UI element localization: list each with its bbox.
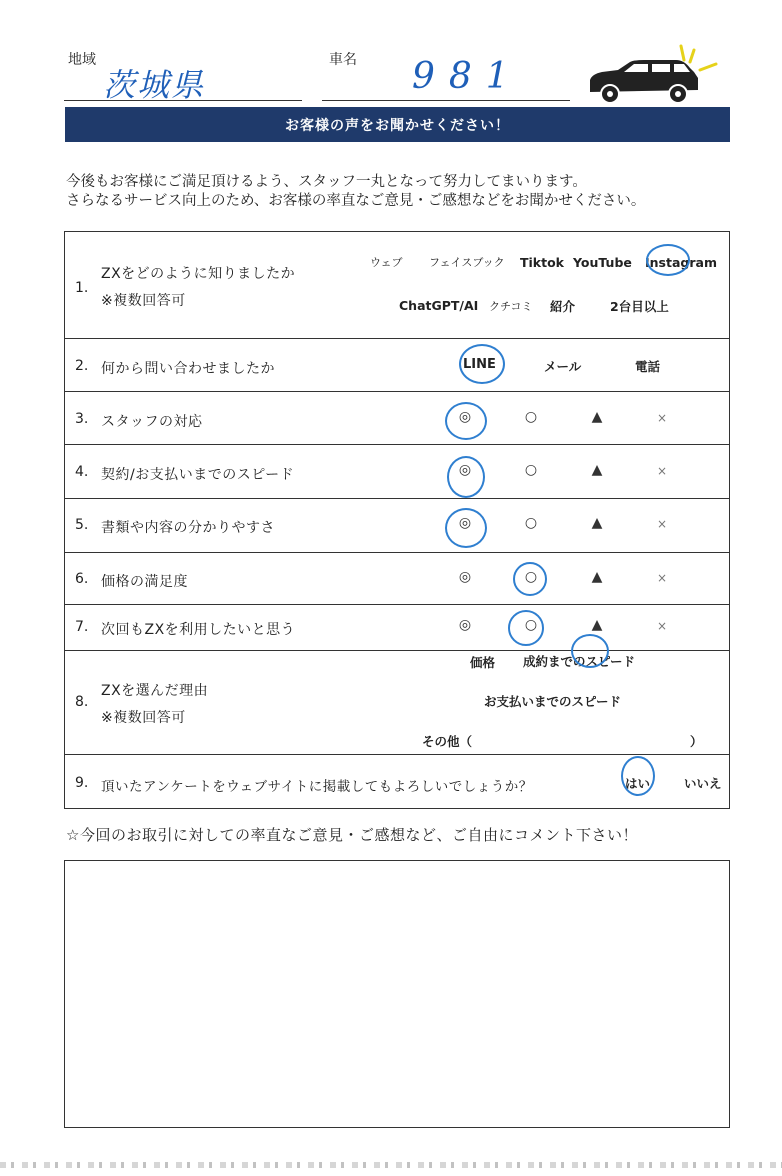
- pen-circle-q9: [621, 756, 655, 796]
- pen-circle-q4: [447, 456, 485, 498]
- rating-good[interactable]: ○: [524, 462, 538, 478]
- question-8-number: 8.: [75, 694, 89, 710]
- question-7-text: 次回もZXを利用したいと思う: [101, 622, 296, 638]
- row-divider: [65, 444, 729, 445]
- other-close: ）: [690, 734, 703, 749]
- option-price[interactable]: 価格: [470, 655, 496, 670]
- pen-circle-line: [459, 344, 505, 384]
- row-divider: [65, 604, 729, 605]
- option-tiktok[interactable]: Tiktok: [520, 255, 565, 270]
- car-underline: [322, 100, 570, 101]
- option-web[interactable]: ウェブ: [370, 256, 403, 269]
- survey-table: [64, 231, 730, 809]
- question-4-number: 4.: [75, 464, 89, 480]
- intro-line-2: さらなるサービス向上のため、お客様の率直なご意見・ご感想などをお聞かせください。: [66, 193, 646, 209]
- row-divider: [65, 552, 729, 553]
- question-1-text: ZXをどのように知りましたか: [101, 266, 296, 282]
- pen-circle-instagram: [646, 244, 690, 276]
- option-referral[interactable]: 紹介: [550, 299, 576, 314]
- pen-circle-q7: [508, 610, 544, 646]
- option-line[interactable]: LINE: [463, 357, 496, 372]
- question-5-text: 書類や内容の分かりやすさ: [101, 520, 275, 536]
- question-7-number: 7.: [75, 619, 89, 635]
- option-instagram[interactable]: Instagram: [645, 255, 717, 270]
- option-kuchikomi[interactable]: クチコミ: [489, 300, 533, 313]
- question-9-text: 頂いたアンケートをウェブサイトに掲載してもよろしいでしょうか？: [101, 779, 533, 795]
- rating-excellent[interactable]: ◎: [458, 409, 472, 425]
- question-1-number: 1.: [75, 280, 89, 296]
- other-label: その他（: [422, 734, 473, 749]
- rating-excellent[interactable]: ◎: [458, 462, 472, 478]
- option-youtube[interactable]: YouTube: [573, 255, 632, 270]
- rating-good[interactable]: ○: [524, 569, 538, 585]
- option-yes[interactable]: はい: [625, 776, 651, 791]
- car-label: 車名: [329, 52, 357, 68]
- option-payment-speed[interactable]: お支払いまでのスピード: [484, 694, 622, 709]
- row-divider: [65, 338, 729, 339]
- scan-edge: [0, 1162, 782, 1168]
- rating-good[interactable]: ○: [524, 617, 538, 633]
- rating-poor[interactable]: ×: [656, 517, 668, 531]
- rating-fair[interactable]: ▲: [591, 462, 603, 478]
- row-divider: [65, 498, 729, 499]
- rating-poor[interactable]: ×: [656, 619, 668, 633]
- question-3-text: スタッフの対応: [101, 414, 203, 430]
- comment-box[interactable]: [64, 860, 730, 1128]
- question-3-number: 3.: [75, 411, 89, 427]
- car-icon: [586, 40, 726, 106]
- row-divider: [65, 391, 729, 392]
- rating-poor[interactable]: ×: [656, 571, 668, 585]
- question-6-text: 価格の満足度: [101, 574, 188, 590]
- row-divider: [65, 650, 729, 651]
- rating-fair[interactable]: ▲: [591, 409, 603, 425]
- question-2-text: 何から問い合わせましたか: [101, 361, 275, 377]
- row-divider: [65, 754, 729, 755]
- rating-excellent[interactable]: ◎: [458, 515, 472, 531]
- rating-good[interactable]: ○: [524, 409, 538, 425]
- option-no[interactable]: いいえ: [684, 776, 722, 791]
- question-5-number: 5.: [75, 517, 89, 533]
- region-label: 地域: [68, 52, 96, 68]
- title-banner: お客様の声をお聞かせください！: [65, 107, 730, 142]
- rating-poor[interactable]: ×: [656, 411, 668, 425]
- intro-line-1: 今後もお客様にご満足頂けるよう、スタッフ一丸となって努力してまいります。: [66, 174, 587, 190]
- option-second-car[interactable]: 2台目以上: [610, 299, 669, 314]
- question-2-number: 2.: [75, 358, 89, 374]
- pen-circle-q3: [445, 402, 487, 440]
- comment-heading: ☆今回のお取引に対しての率直なご意見・ご感想など、ご自由にコメント下さい！: [66, 826, 638, 844]
- question-4-text: 契約/お支払いまでのスピード: [101, 467, 295, 483]
- region-underline: [64, 100, 302, 101]
- question-9-number: 9.: [75, 775, 89, 791]
- rating-good[interactable]: ○: [524, 515, 538, 531]
- pen-circle-q5: [445, 508, 487, 548]
- option-phone[interactable]: 電話: [635, 359, 661, 374]
- pen-circle-q6: [513, 562, 547, 596]
- rating-fair[interactable]: ▲: [591, 569, 603, 585]
- option-facebook[interactable]: フェイスブック: [429, 256, 505, 269]
- question-1-note: ※複数回答可: [101, 293, 186, 309]
- option-contract-speed[interactable]: 成約までのスピード: [523, 654, 636, 669]
- question-8-note: ※複数回答可: [101, 710, 186, 726]
- option-chatgpt[interactable]: ChatGPT/AI: [399, 298, 479, 313]
- option-mail[interactable]: メール: [544, 359, 582, 374]
- question-6-number: 6.: [75, 571, 89, 587]
- pen-circle-q8: [571, 634, 609, 668]
- question-8-text: ZXを選んだ理由: [101, 683, 209, 699]
- rating-fair[interactable]: ▲: [591, 617, 603, 633]
- rating-fair[interactable]: ▲: [591, 515, 603, 531]
- region-handwritten-value[interactable]: 茨城県: [103, 66, 206, 104]
- rating-excellent[interactable]: ◎: [458, 569, 472, 585]
- rating-poor[interactable]: ×: [656, 464, 668, 478]
- rating-excellent[interactable]: ◎: [458, 617, 472, 633]
- car-handwritten-value[interactable]: 981: [412, 56, 523, 97]
